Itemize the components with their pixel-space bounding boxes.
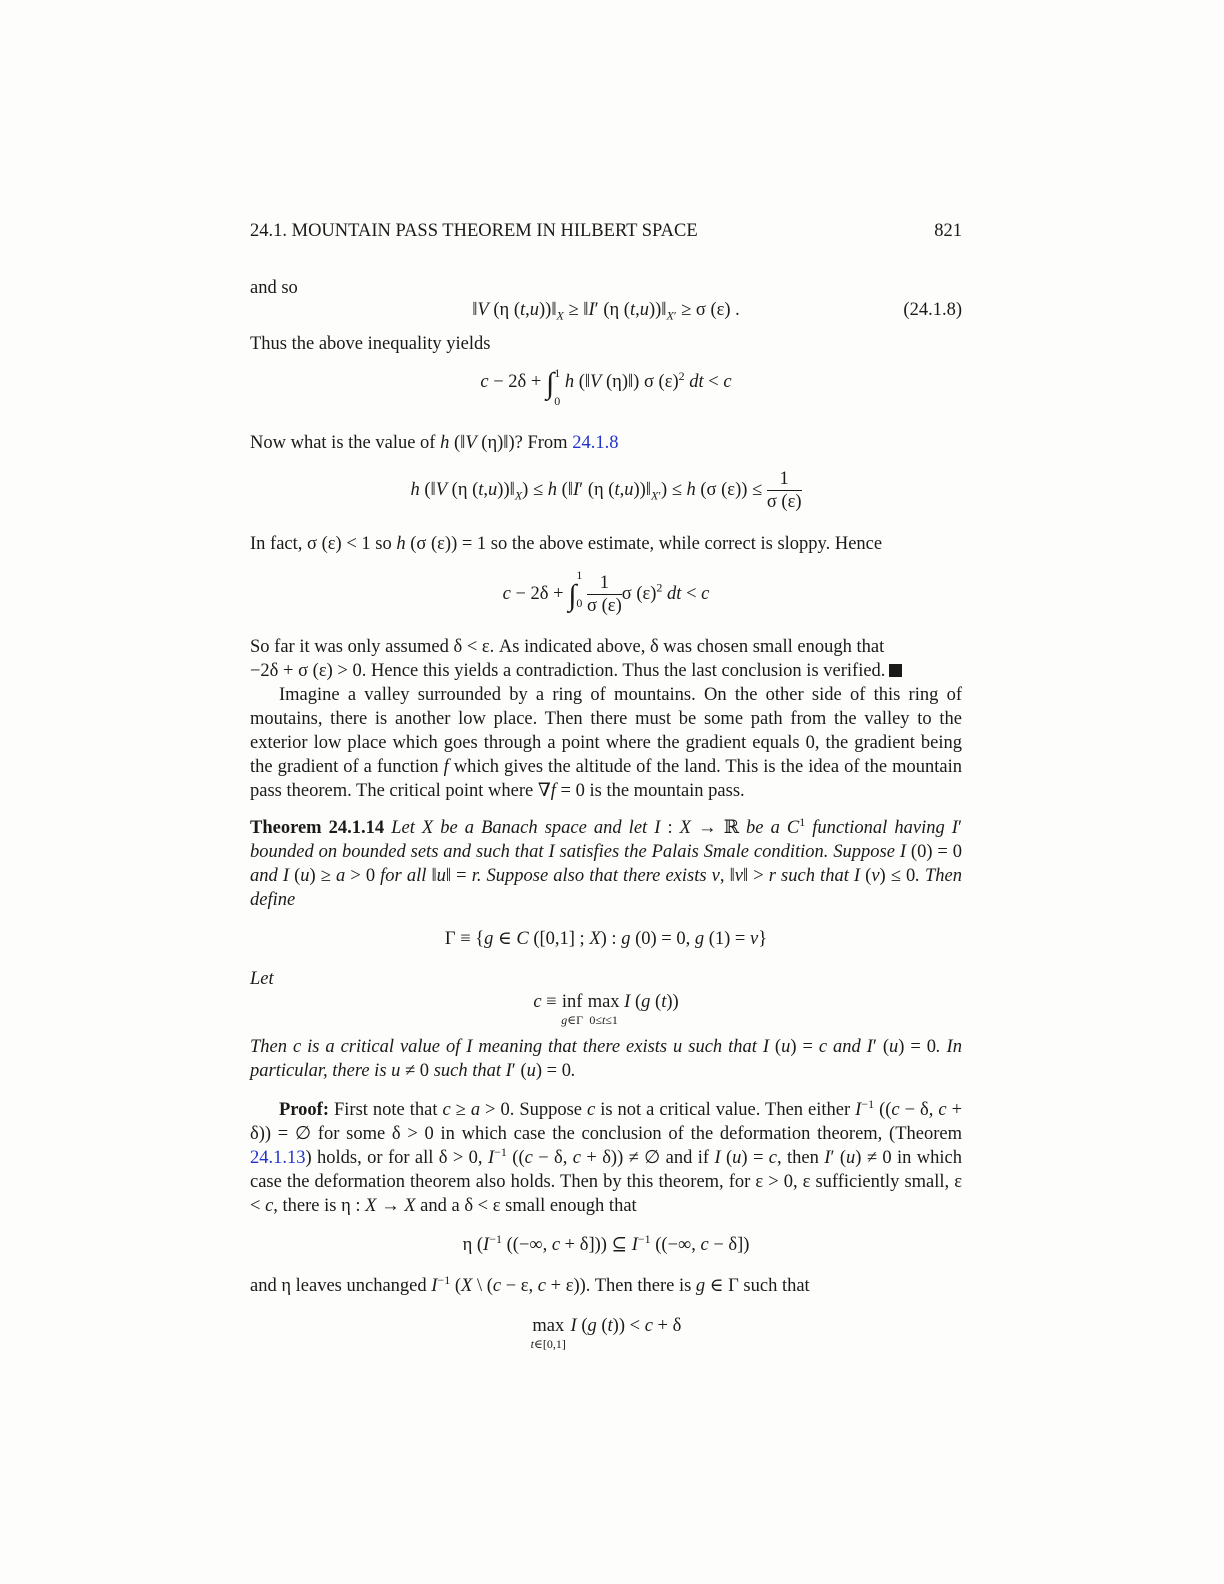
theorem-link[interactable]: 24.1.13 [250, 1148, 306, 1168]
text-let: Let [250, 969, 274, 989]
running-header [250, 219, 962, 243]
paragraph-imagine: Imagine a valley surrounded by a ring of mountains. On the other side of this ring of moutains, there is another low place. Then there must be some path from the valley to the exterior low place which goes through a point where the gradient equals 0, the gradient being the gradient of a function f which gives the altitude of the land. This is the idea of the mountain pass theorem. The critical point where ∇f = 0 is the mountain pass. [250, 685, 963, 801]
proof-label: Proof: [279, 1100, 329, 1120]
theorem-label: Theorem 24.1.14 [250, 818, 385, 838]
theorem-24-1-14: Theorem 24.1.14 Let X be a Banach space and let I : X → ℝ be a $C^1$ functional having I′ bounded on bounded sets and such that I satisfies the Palais Smale condition. Suppose I (0) = 0 and I (u) ≥ a > 0 for all ‖u‖ = r. Suppose also that there exists v, ‖v‖ > r such that I (v) ≤ 0. Then define [250, 814, 962, 910]
equation-link[interactable]: 24.1.8 [572, 433, 619, 453]
running-title: 24.1. MOUNTAIN PASS THEOREM IN HILBERT SPACE [250, 221, 698, 241]
text-thus-above: Thus the above inequality yields [250, 334, 491, 354]
equation-h-estimate: h (‖V (η $(t,u))‖_X) \le h$ (‖I′ (η $(t,u))‖_{X'}) \le h$ (σ (ε)) ≤ $\frac{1}{\sigma (\varepsilon)}$ [410, 469, 802, 512]
equation-integral-h: c − 2δ + ∫1 0 h (‖V (η)‖) σ $(\varepsilon)^2$ dt < c [480, 366, 732, 408]
paragraph-proof: Proof: First note that c ≥ a > 0. Suppose c is not a critical value. Then either $I^{-1}$ ((c − δ, c + δ)) = ∅ for some δ > 0 in which case the conclusion of the deformation theorem, (Theorem 24.1.13) holds, or for all δ > 0, $I^{-1}$ ((c − δ, c + δ)) ≠ ∅ and if I (u) = c, then I′ (u) ≠ 0 in which case the deformation theorem also holds. Then by this theorem, for ε > 0, ε sufficiently small, ε < c, there is η : X → X and a δ < ε small enough that [250, 1096, 962, 1216]
equation-c-inf-max: c ≡ inf g∈Γ max 0≤t≤1 I (g (t)) [533, 992, 679, 1027]
equation-gamma: Γ ≡ {g ∈ C ([0,1] ; X) : g (0) = 0, g (1) = v} [444, 929, 768, 949]
text-and-so: and so [250, 278, 298, 298]
text-now-what: Now what is the value of h (‖V (η)‖)? From 24.1.8 [250, 433, 619, 453]
text-in-fact: In fact, σ (ε) < 1 so h (σ (ε)) = 1 so the above estimate, while correct is sloppy. Hence [250, 534, 883, 554]
text-and-eta: and η leaves unchanged $I^{-1}$ (X \ (c − ε, c + ε)). Then there is g ∈ Γ such that [250, 1272, 810, 1296]
equation-eta-inclusion: η ($I^{-1}$ ((−∞, c + δ])) ⊆ $I^{-1}$ ((−∞, c − δ]) [462, 1231, 750, 1255]
qed-square-icon [889, 664, 902, 677]
equation-integral-frac: c − 2δ + ∫1 0 $\frac{1}{\sigma (\varepsilon)}$ σ $(\varepsilon)^2$ dt < c [502, 568, 710, 616]
theorem-conclusion: Then c is a critical value of I meaning that there exists u such that I (u) = c and I′ (u) = 0. In particular, there is u ≠ 0 such that I′ (u) = 0. [250, 1037, 962, 1081]
paragraph-so-far-2: −2δ + σ (ε) > 0. Hence this yields a contradiction. Thus the last conclusion is verified. [250, 659, 962, 683]
equation-number: (24.1.8) [903, 300, 962, 320]
equation-max-g: max t∈[0,1] I (g (t)) < c + δ [530, 1316, 682, 1351]
paragraph-so-far: So far it was only assumed δ < ε. As indicated above, δ was chosen small enough that [250, 637, 885, 657]
equation-24-1-8: ‖V (η $(t,u))‖_X$ ≥ ‖I′ (η $(t,u))‖_{X'} \ge \sigma$ (ε) . (24.1.8) [472, 300, 962, 323]
page-number: 821 [934, 221, 962, 241]
